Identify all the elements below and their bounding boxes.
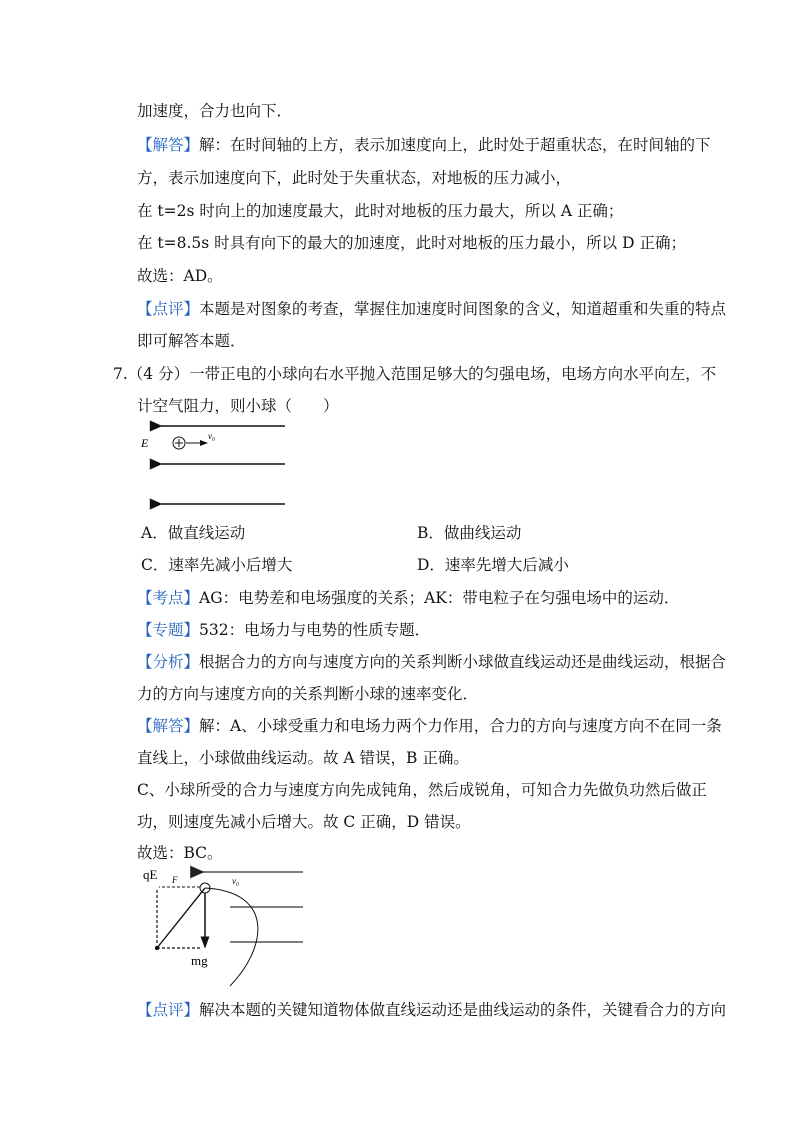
jieda-line: 功，则速度先减小后增大。故 C 正确，D 错误。	[137, 813, 471, 831]
fenxi-text: 根据合力的方向与速度方向的关系判断小球做直线运动还是曲线运动，根据合	[199, 653, 727, 671]
section-tag-dianping: 【点评】	[137, 300, 200, 318]
paragraph-line: 即可解答本题．	[137, 332, 246, 350]
electric-field-figure	[135, 418, 295, 514]
section-tag-fenxi: 【分析】	[137, 653, 200, 671]
zhuanti-text: 532：电场力与电势的性质专题．	[199, 621, 431, 639]
paragraph-line: 在 t=2s 时向上的加速度最大，此时对地板的压力最大，所以 A 正确；	[137, 202, 624, 220]
paragraph-line: 加速度，合力也向下．	[137, 102, 293, 120]
field-label-E: E	[141, 436, 149, 450]
question-stem-text: （4 分）一带正电的小球向右水平抛入范围足够大的匀强电场，电场方向水平向左，不	[127, 365, 717, 383]
jieda-line: 直线上，小球做曲线运动。故 A 错误，B 正确。	[137, 749, 469, 767]
label-qE: qE	[143, 867, 158, 882]
jieda-line: C、小球所受的合力与速度方向先成钝角，然后成锐角，可知合力先做负功然后做正	[137, 781, 707, 799]
kaodian-line	[137, 588, 679, 608]
fenxi-line	[137, 652, 726, 672]
dianping-line	[137, 1000, 726, 1020]
section-tag-jieda: 【解答】	[137, 717, 200, 735]
trajectory-curve	[205, 888, 258, 986]
jieda-text: 解：A、小球受重力和电场力两个力作用，合力的方向与速度方向不在同一条	[199, 717, 722, 735]
jieda-line	[137, 716, 722, 736]
paragraph-text: 解：在时间轴的上方，表示加速度向上，此时处于超重状态，在时间轴的下	[199, 136, 711, 154]
paragraph-line	[137, 135, 711, 155]
dianping-text: 解决本题的关键知道物体做直线运动还是曲线运动的条件，关键看合力的方向	[199, 1001, 727, 1019]
paragraph-line: 故选：AD。	[137, 267, 223, 285]
force-diagram-figure	[135, 862, 310, 990]
option-c[interactable]: C．速率先减小后增大	[141, 556, 293, 574]
paragraph-line	[137, 299, 726, 319]
zhuanti-line	[137, 620, 430, 640]
section-tag-zhuanti: 【专题】	[137, 621, 200, 639]
option-b[interactable]: B．做曲线运动	[417, 524, 522, 542]
section-tag-dianping: 【点评】	[137, 1001, 200, 1019]
label-mg: mg	[191, 953, 208, 968]
option-d[interactable]: D．速率先增大后减小	[417, 556, 569, 574]
option-a[interactable]: A．做直线运动	[141, 524, 246, 542]
resultant-force	[157, 888, 205, 948]
paragraph-text: 本题是对图象的考查，掌握住加速度时间图象的含义，知道超重和失重的特点	[199, 300, 727, 318]
fenxi-line: 力的方向与速度方向的关系判断小球的速率变化．	[137, 685, 479, 703]
paragraph-line: 方，表示加速度向下，此时处于失重状态，对地板的压力减小，	[137, 169, 572, 187]
paragraph-line: 在 t=8.5s 时具有向下的最大的加速度，此时对地板的压力最小，所以 D 正确；	[137, 234, 686, 252]
velocity-label: v₀	[208, 431, 216, 441]
question-number: 7.	[113, 365, 128, 383]
section-tag-kaodian: 【考点】	[137, 589, 200, 607]
section-tag-jieda: 【解答】	[137, 136, 200, 154]
label-F: F	[172, 875, 178, 885]
question-stem-line	[113, 364, 716, 384]
label-v0: v₀	[232, 876, 240, 886]
question-stem-line: 计空气阻力，则小球（ ）	[137, 397, 339, 415]
answer-line: 故选：BC。	[137, 844, 223, 862]
kaodian-text: AG：电势差和电场强度的关系；AK：带电粒子在匀强电场中的运动．	[199, 589, 680, 607]
